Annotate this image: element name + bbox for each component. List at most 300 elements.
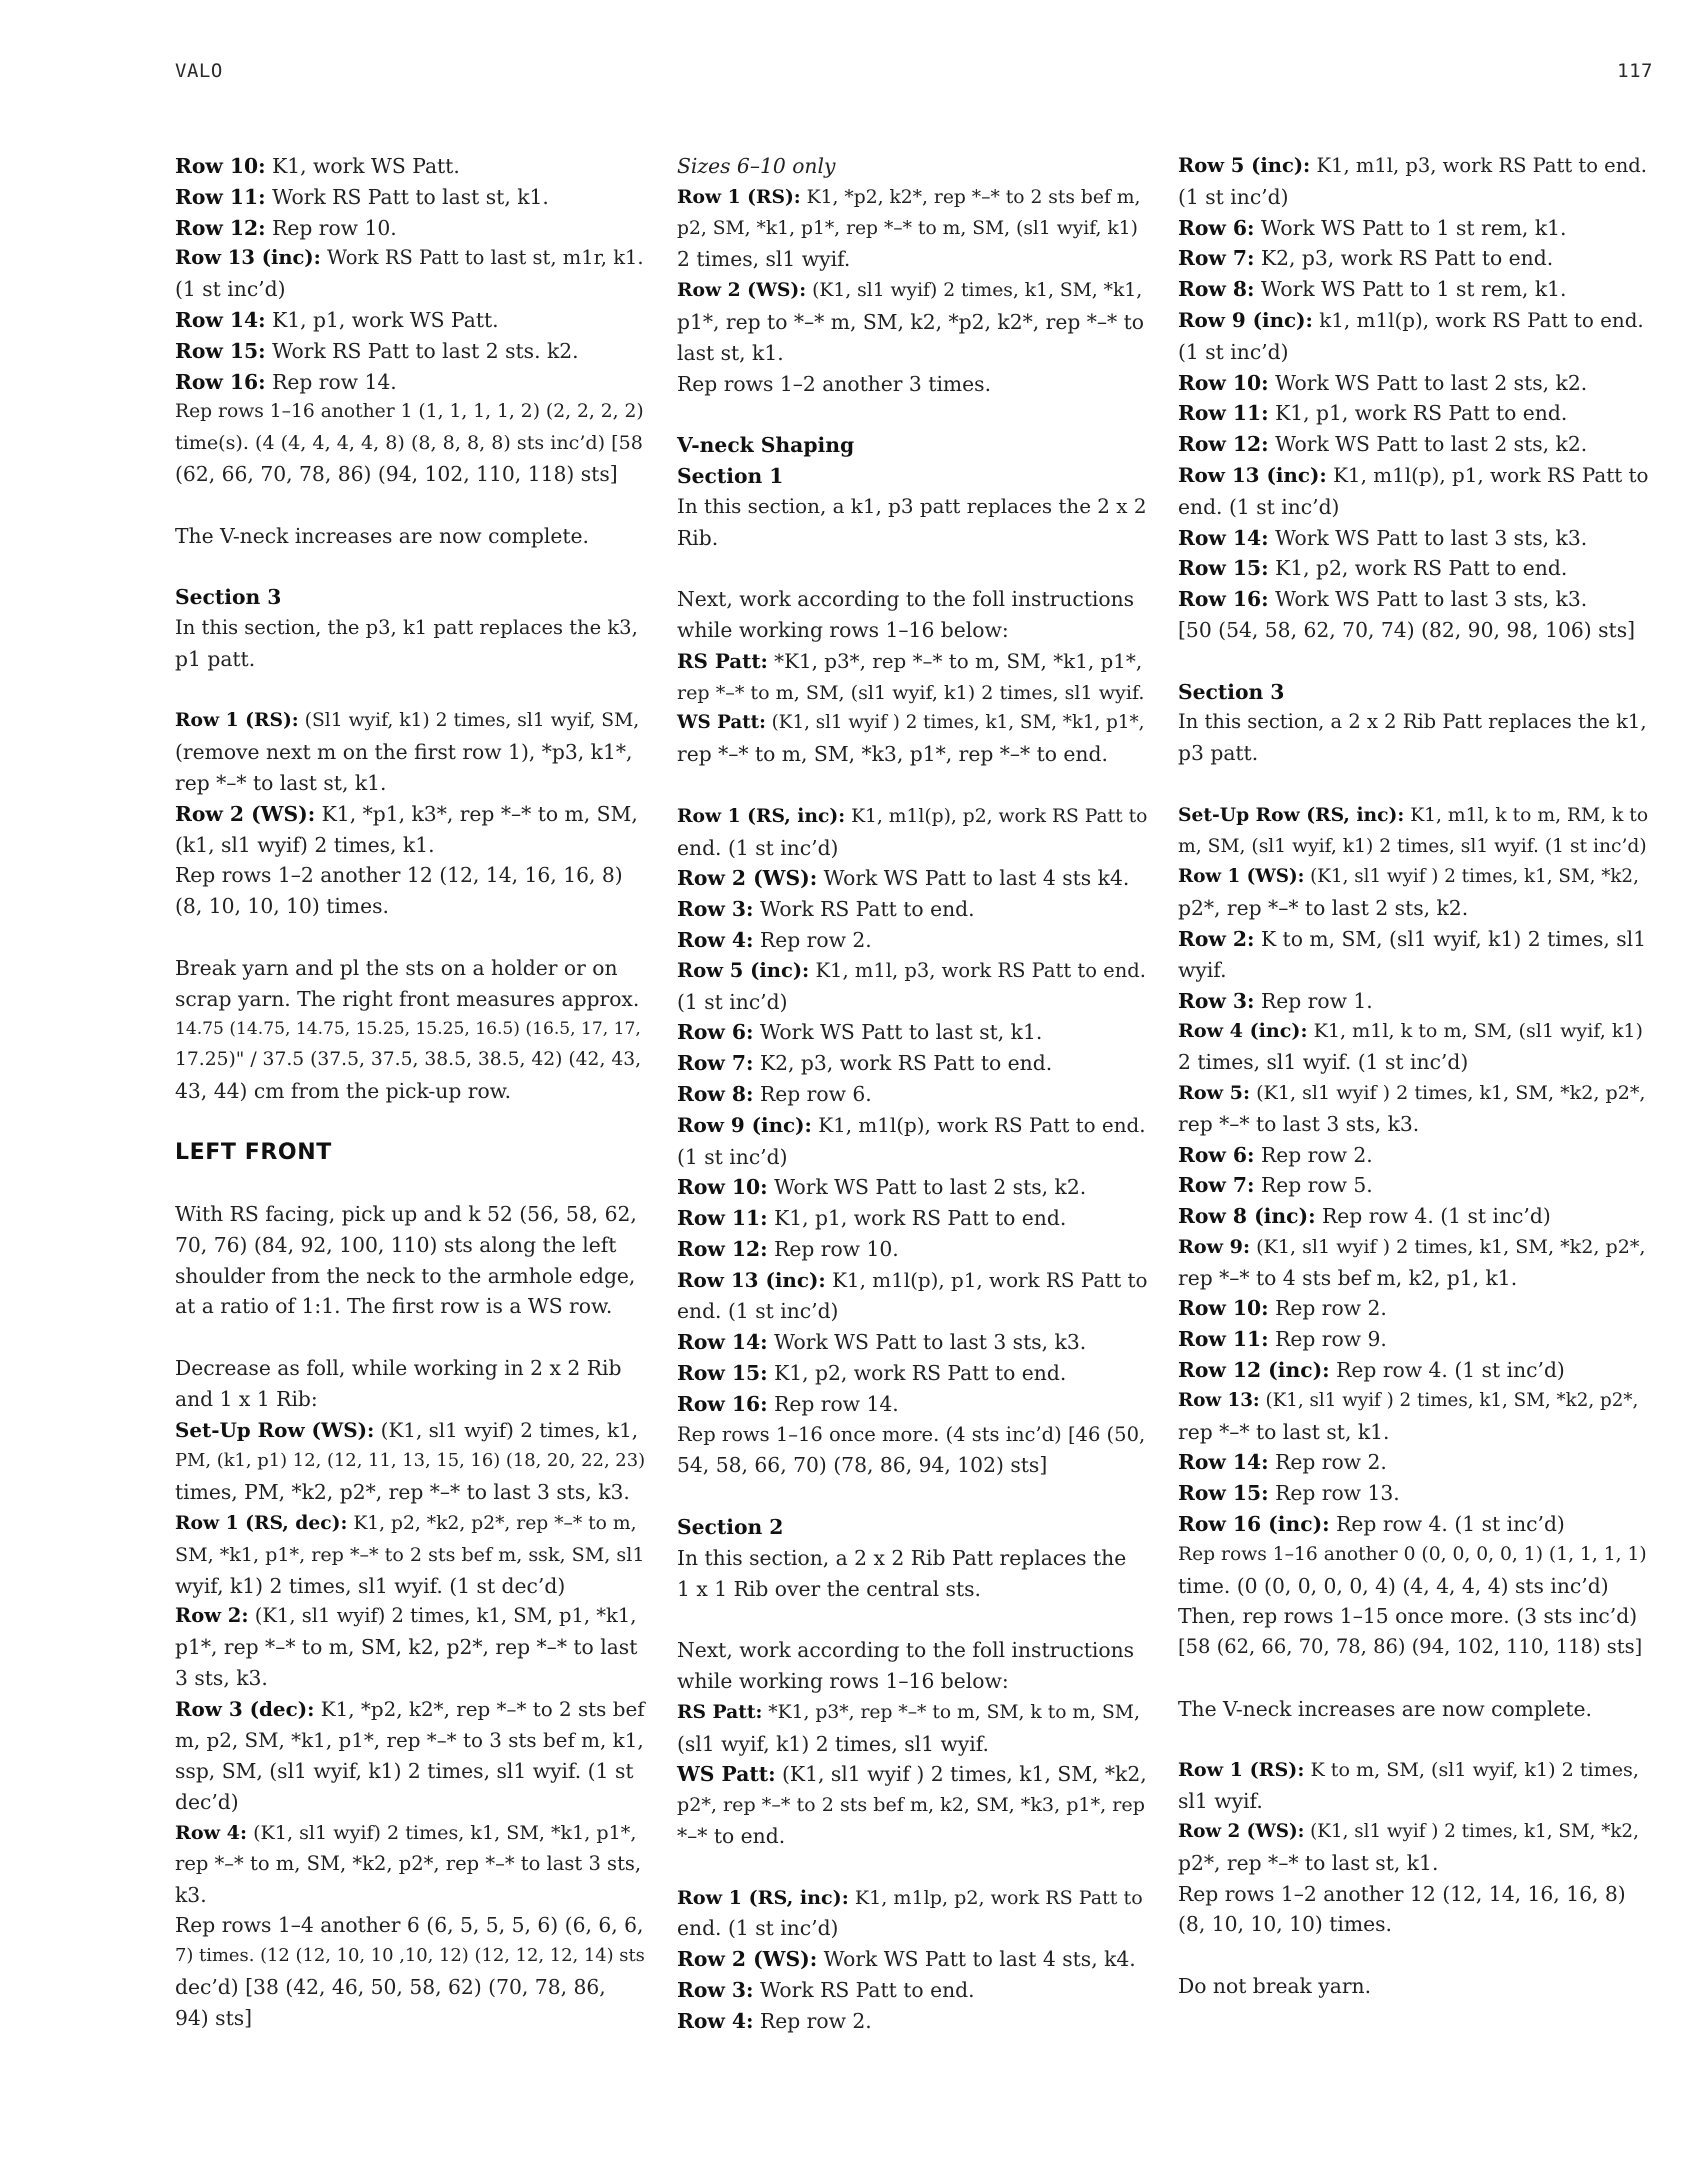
instruction-text: Work WS Patt to last 3 sts, k3. [1268,525,1588,550]
text-line [1178,1601,1648,1632]
instruction-text: Work WS Patt to 1 st rem, k1. [1254,277,1567,302]
instruction-text: Rep row 14. [767,1391,899,1416]
paragraph-spacer [175,1107,645,1138]
instruction-text: Rep row 2. [1254,1142,1373,1167]
text-line [175,1787,645,1818]
row-label: Row 13 (inc): [175,246,321,270]
text-line [1178,1355,1648,1386]
text-line [1178,1879,1648,1910]
instruction-text: scrap yarn. The right front measures approx. [175,986,640,1011]
instruction-text: rep *–* to m, SM, (sl1 wyif, k1) 2 times, sl1 wyif. [677,680,1145,704]
text-line [677,1172,1147,1203]
instruction-text: K1, m1l(p), p1, work RS Patt to [1326,463,1649,487]
row-label: Row 2 (WS): [677,866,818,891]
row-label: RS Patt: [677,648,768,673]
instruction-text: m, p2, SM, *k1, p1*, rep *–* to 3 sts bef m, k1, [175,1728,644,1752]
instruction-text: Rep row 13. [1268,1481,1400,1506]
text-line [175,336,645,367]
instruction-text: Rep row 2. [753,927,872,952]
row-label: Row 11: [1178,401,1269,426]
row-label: Row 15: [175,338,266,363]
paragraph-spacer [175,551,645,582]
text-line [677,1635,1147,1666]
row-label: Row 12: [175,215,266,240]
instruction-text: (8, 10, 10, 10) times. [1178,1912,1393,1937]
text-line [175,1415,645,1447]
text-line [1178,1293,1648,1324]
text-line [677,338,1147,369]
row-label: Row 11: [175,184,266,209]
instruction-text: (8, 10, 10, 10) times. [175,894,390,919]
instruction-text: K1, m1l, k to m, SM, (sl1 wyif, k1) [1307,1019,1644,1043]
row-label: Section 3 [1178,679,1285,704]
text-line [1178,1909,1648,1940]
instruction-text: K1, *p2, k2*, rep *–* to 2 sts bef [314,1697,645,1721]
row-label: Row 2 (WS): [1178,1821,1305,1843]
instruction-text: rep *–* to m, SM, *k3, p1*, rep *–* to end. [677,742,1108,767]
text-line [175,1446,645,1477]
text-line [175,891,645,922]
instruction-text: PM, (k1, p1) 12, (12, 11, 13, 15, 16) (18, 20, 22, 23) [175,1450,646,1472]
instruction-text: Decrease as foll, while working in 2 x 2 Rib [175,1356,622,1381]
text-line [1178,1786,1648,1817]
instruction-text: The V-neck increases are now complete. [1178,1696,1592,1721]
instruction-text: Rep rows 1–2 another 3 times. [677,371,992,396]
text-line [677,523,1147,554]
instruction-text: K1, m1l, p3, work RS Patt to end. [1310,154,1647,177]
text-line [175,1045,645,1076]
instruction-text: (remove next m on the first row 1), *p3, k1*, [175,740,633,765]
instruction-text: dec’d) [175,1790,239,1815]
row-label: Row 15: [677,1361,768,1386]
instruction-text: (K1, sl1 wyif) 2 times, k1, SM, p1, *k1, [248,1604,637,1628]
instruction-text: (1 st inc’d) [1178,184,1289,209]
text-line [677,1265,1147,1297]
instruction-text: K1, m1l(p), p2, work RS Patt to [845,805,1148,827]
paragraph-spacer [175,922,645,953]
instruction-text: while working rows 1–16 below: [677,617,1009,642]
instruction-text: rep *–* to m, SM, *k2, p2*, rep *–* to last 3 sts, [175,1851,642,1875]
instruction-text: Do not break yarn. [1178,1974,1372,1999]
row-label: Section 1 [677,463,784,488]
instruction-text: Rep row 2. [1268,1296,1387,1321]
instruction-text: K1, *p2, k2*, rep *–* to 2 sts bef m, [800,186,1141,208]
instruction-text: p1 patt. [175,646,256,671]
row-label: Row 11: [1178,1327,1269,1352]
instruction-text: Rep rows 1–2 another 12 (12, 14, 16, 16, 8) [1178,1881,1626,1906]
row-label: Row 10: [1178,370,1269,395]
text-line [175,984,645,1015]
text-line [677,1389,1147,1420]
text-line [677,1913,1147,1944]
instruction-text: Rep row 4. (1 st inc’d) [1329,1358,1565,1383]
row-label: Row 1 (WS): [1178,866,1305,888]
instruction-text: K1, work WS Patt. [265,154,460,178]
text-line [175,1663,645,1694]
row-label: Row 12: [677,1236,768,1261]
text-line [1178,1201,1648,1232]
instruction-text: K1, m1lp, p2, work RS Patt to [848,1885,1143,1909]
row-label: Row 4: [175,1821,248,1845]
row-label: Row 13: [1178,1389,1260,1411]
row-label: Row 9 (inc): [1178,307,1313,332]
instruction-text: (1 st inc’d) [677,989,788,1014]
row-label: Row 4: [677,2008,754,2033]
instruction-text: K1, m1l(p), p1, work RS Patt to [825,1268,1148,1292]
text-line [1178,1478,1648,1509]
text-line [677,646,1147,678]
instruction-text: Rep row 4. (1 st inc’d) [1315,1204,1551,1229]
instruction-text: p2*, rep *–* to last st, k1. [1178,1850,1439,1875]
row-label: Row 6: [1178,1142,1255,1167]
paragraph-spacer [677,770,1147,801]
instruction-text: Then, rep rows 1–15 once more. (3 sts inc’d) [1178,1604,1638,1629]
row-label: Row 1 (RS): [677,185,801,208]
instruction-text: (K1, sl1 wyif) 2 times, k1, SM, *k1, p1*, [247,1821,637,1845]
instruction-text: 2 times, sl1 wyif. [677,247,851,272]
instruction-text: Break yarn and pl the sts on a holder or on [175,955,618,980]
text-line [175,1601,645,1632]
instruction-text: K1, p2, work RS Patt to end. [1268,556,1568,581]
row-label: Row 16: [1178,587,1269,612]
instruction-text: SM, *k1, p1*, rep *–* to 2 sts bef m, ssk, SM, sl1 [175,1542,645,1566]
instruction-text: rep *–* to last st, k1. [175,770,387,795]
row-label: Row 16: [175,369,266,394]
text-line [677,894,1147,925]
text-line [175,274,645,305]
row-label: Row 2 (WS): [677,1947,818,1972]
paragraph-spacer [1178,1725,1648,1756]
instruction-text: Next, work according to the foll instructions [677,1638,1135,1663]
row-label: Row 3: [677,897,754,922]
text-line [1178,243,1648,274]
instruction-text: Work WS Patt to last 2 sts, k2. [1268,432,1588,457]
instruction-text: (sl1 wyif, k1) 2 times, sl1 wyif. [677,1731,989,1756]
instruction-text: (1 st inc’d) [175,277,286,302]
text-column-left [175,151,645,2034]
instruction-text: Work WS Patt to last st, k1. [753,1020,1043,1045]
text-line [1178,955,1648,986]
text-line [677,1450,1147,1481]
instruction-text: at a ratio of 1:1. The first row is a WS row. [175,1294,613,1319]
row-label: Row 6: [677,1020,754,1045]
row-label: Row 8 (inc): [1178,1204,1316,1229]
row-label: Row 3: [677,1978,754,2003]
text-line [677,833,1147,864]
text-line [175,2003,645,2034]
text-line [677,925,1147,956]
text-line [175,705,645,737]
text-line [677,1079,1147,1110]
instruction-text: K to m, SM, (sl1 wyif, k1) 2 times, [1304,1758,1639,1782]
text-line [677,863,1147,894]
row-label: Row 16: [677,1391,768,1416]
paragraph-spacer [677,553,1147,584]
instruction-text: end. (1 st inc’d) [1178,494,1340,519]
row-label: Row 10: [677,1175,768,1200]
text-line [677,151,1147,182]
instruction-text: Rep rows 1–16 another 0 (0, 0, 0, 0, 1) (1, 1, 1, 1) [1178,1543,1647,1565]
instruction-text: (1 st inc’d) [1178,339,1289,364]
paragraph-spacer [1178,1940,1648,1971]
text-line [175,768,645,799]
instruction-text: Work WS Patt to last 4 sts k4. [817,866,1130,891]
instruction-text: Work WS Patt to last 4 sts, k4. [817,1947,1136,1972]
instruction-text: In this section, a 2 x 2 Rib Patt replaces the [677,1545,1127,1570]
row-label: Row 10: [175,154,266,178]
instruction-text: sl1 wyif. [1178,1789,1263,1814]
instruction-text: ssp, SM, (sl1 wyif, k1) 2 times, sl1 wyif. (1 st [175,1759,634,1784]
paragraph-spacer [677,1481,1147,1512]
instruction-text: (K1, sl1 wyif ) 2 times, k1, SM, *k2, p2*, [1250,1080,1646,1104]
instruction-text: K to m, SM, (sl1 wyif, k1) 2 times, sl1 [1254,926,1647,951]
text-line [677,430,1147,461]
instruction-text: Work WS Patt to last 2 sts, k2. [767,1175,1087,1200]
text-line [1178,832,1648,863]
instruction-text: wyif, k1) 2 times, sl1 wyif. (1 st dec’d) [175,1573,566,1598]
paragraph-spacer [677,399,1147,430]
text-line [175,397,645,428]
text-line [175,1941,645,1972]
text-line [677,1512,1147,1543]
row-label: Row 1 (RS, inc): [677,1885,849,1909]
instruction-text: 2 times, sl1 wyif. (1 st inc’d) [1178,1050,1469,1075]
text-line [175,1880,645,1911]
text-line [1178,274,1648,305]
italic-note: Sizes 6–10 only [677,154,836,178]
instruction-text: Work RS Patt to end. [753,897,975,922]
text-line [175,1910,645,1941]
instruction-text: (K1, sl1 wyif ) 2 times, k1, SM, *k2, [1304,1821,1639,1843]
instruction-text: rep *–* to 4 sts bef m, k2, p1, k1. [1178,1265,1518,1290]
text-line [677,307,1147,338]
row-label: Row 8: [1178,277,1255,302]
text-line [677,956,1147,987]
instruction-text: In this section, a k1, p3 patt replaces the 2 x 2 [677,494,1147,518]
text-line [677,1110,1147,1142]
row-label: Row 6: [1178,215,1255,240]
text-line [677,615,1147,646]
row-label: Row 7: [677,1051,754,1076]
row-label: Row 7: [1178,1173,1255,1198]
text-line [1178,615,1648,646]
text-line [175,1076,645,1107]
text-column-middle [677,151,1147,2037]
row-label: Row 13 (inc): [677,1267,826,1292]
text-line [175,1756,645,1787]
instruction-text: Work WS Patt to last 2 sts, k2. [1268,370,1588,395]
instruction-text: 70, 76) (84, 92, 100, 110) sts along the left [175,1232,617,1257]
row-label: Row 2 (WS): [175,801,316,826]
instruction-text: K1, p1, work RS Patt to end. [1268,401,1568,426]
text-line [175,1540,645,1571]
text-line [677,182,1147,214]
text-line [1178,213,1648,244]
row-label: Row 14: [1178,525,1269,550]
text-line [677,1017,1147,1048]
text-line [677,214,1147,245]
instruction-text: *K1, p3*, rep *–* to m, SM, *k1, p1*, [767,649,1143,673]
text-line [1178,1170,1648,1201]
text-line [677,1944,1147,1975]
text-line [1178,1817,1648,1848]
text-line [677,1543,1147,1574]
text-line [1178,460,1648,492]
text-line [1178,800,1648,832]
text-line [175,1353,645,1384]
text-line [175,1261,645,1292]
row-label: Row 3 (dec): [175,1696,315,1721]
paragraph-spacer [1178,769,1648,800]
row-label: Row 12: [1178,432,1269,457]
text-line [1178,553,1648,584]
text-line [175,613,645,644]
text-line [1178,1755,1648,1786]
text-line [1178,1324,1648,1355]
text-line [1178,862,1648,893]
text-line [175,1014,645,1045]
instruction-text: *K1, p3*, rep *–* to m, SM, k to m, SM, [762,1701,1140,1723]
instruction-text: Work RS Patt to last 2 sts. k2. [265,338,579,363]
text-line [175,182,645,213]
instruction-text: k1, m1l(p), work RS Patt to end. [1312,308,1644,332]
instruction-text: Rep row 2. [753,2008,872,2033]
instruction-text: (1 st inc’d) [677,1144,788,1169]
text-line [677,708,1147,739]
row-label: Row 10: [1178,1296,1269,1321]
instruction-text: *–* to end. [677,1824,786,1849]
instruction-text: Rep row 6. [753,1081,872,1106]
row-label: WS Patt: [677,712,766,734]
paragraph-spacer [175,1322,645,1353]
text-line [175,1726,645,1757]
text-line [1178,1509,1648,1540]
row-label: Row 11: [677,1206,768,1231]
instruction-text: Rep rows 1–16 another 1 (1, 1, 1, 1, 2) (2, 2, 2, 2) [175,401,644,423]
text-line [1178,151,1648,182]
row-label: V-neck Shaping [677,433,855,458]
instruction-text: (K1, sl1 wyif ) 2 times, k1, SM, *k2, [775,1762,1147,1787]
instruction-text: 54, 58, 66, 70) (78, 86, 94, 102) sts] [677,1453,1048,1478]
instruction-text: 17.25)" / 37.5 (37.5, 37.5, 38.5, 38.5, 42) (42, 43, [175,1049,642,1071]
instruction-text: Rep row 1. [1254,988,1373,1013]
page-number: 117 [1617,60,1653,82]
instruction-text: Rep row 10. [767,1236,899,1261]
instruction-text: shoulder from the neck to the armhole edge, [175,1263,636,1288]
text-line [677,275,1147,307]
row-label: Row 16 (inc): [1178,1512,1330,1537]
text-line [677,492,1147,523]
text-line [1178,1140,1648,1171]
row-label: Row 14: [1178,1450,1269,1475]
text-line [175,830,645,861]
instruction-text: Rep row 10. [265,215,397,240]
text-line [677,1697,1147,1729]
text-line [1178,986,1648,1017]
paragraph-spacer [1178,1663,1648,1694]
running-head-title: VALO [175,60,223,82]
text-line [175,799,645,830]
row-label: Row 1 (RS, inc): [677,804,846,827]
instruction-text: 7) times. (12 (12, 10, 10 ,10, 12) (12, 12, 12, 14) sts [175,1945,645,1967]
instruction-text: K1, p2, *k2, p2*, rep *–* to m, [347,1513,637,1535]
text-line [175,1972,645,2003]
paragraph-spacer [175,490,645,521]
instruction-text: The V-neck increases are now complete. [175,523,589,548]
text-line [1178,1386,1648,1417]
text-line [1178,492,1648,523]
text-line [677,461,1147,492]
instruction-text: Rep row 9. [1268,1327,1387,1352]
text-line [1178,398,1648,429]
row-label: Section 2 [677,1515,784,1540]
text-line [677,244,1147,275]
text-line [677,1234,1147,1265]
text-line [1178,1263,1648,1294]
instruction-text: In this section, the p3, k1 patt replaces the k3, [175,615,638,639]
text-line [175,1849,645,1880]
row-label: Row 12 (inc): [1178,1358,1330,1383]
instruction-text: end. (1 st inc’d) [677,1299,839,1324]
row-label: Row 14: [677,1330,768,1355]
paragraph-spacer [175,1168,645,1199]
text-line [1178,707,1648,738]
text-line [677,1048,1147,1079]
instruction-text: Rep rows 1–2 another 12 (12, 14, 16, 16, 8) [175,863,623,888]
instruction-text: Work RS Patt to end. [753,1978,975,2003]
instruction-text: With RS facing, pick up and k 52 (56, 58, 62, [175,1202,637,1227]
text-line [175,860,645,891]
text-line [1178,523,1648,554]
instruction-text: last st, k1. [677,340,784,365]
text-line [175,1199,645,1230]
row-label: Set-Up Row (RS, inc): [1178,803,1405,826]
text-line [1178,1971,1648,2002]
instruction-text: (62, 66, 70, 78, 86) (94, 102, 110, 118) sts] [175,461,618,486]
row-label: Row 4: [677,927,754,952]
instruction-text: (K1, sl1 wyif ) 2 times, k1, SM, *k2, p2*, [1250,1234,1646,1258]
text-line [175,1632,645,1663]
text-line [677,1296,1147,1327]
text-line [677,678,1147,709]
text-line [1178,1109,1648,1140]
instruction-text: (K1, sl1 wyif ) 2 times, k1, SM, *k1, p1*, [765,712,1145,734]
row-label: Row 2: [1178,926,1255,951]
text-line [1178,368,1648,399]
text-line [175,1384,645,1415]
text-line [175,459,645,490]
instruction-text: [50 (54, 58, 62, 70, 74) (82, 90, 98, 106) sts] [1178,617,1636,642]
text-line [1178,1540,1648,1571]
instruction-text: while working rows 1–16 below: [677,1669,1009,1694]
instruction-text: and 1 x 1 Rib: [175,1386,318,1411]
row-label: Row 4 (inc): [1178,1019,1308,1043]
text-line [1178,1417,1648,1448]
text-line [1178,1232,1648,1263]
instruction-text: 94) sts] [175,2005,253,2030]
text-line [175,367,645,398]
instruction-text: Work RS Patt to last st, m1r, k1. [320,246,644,270]
row-label: Row 5 (inc): [677,958,810,982]
instruction-text: Rep rows 1–16 once more. (4 sts inc’d) [46 (50, [677,1422,1146,1446]
row-label: WS Patt: [677,1762,776,1787]
instruction-text: (K1, sl1 wyif) 2 times, k1, SM, *k1, [806,280,1143,302]
instruction-text: Work WS Patt to last 3 sts, k3. [767,1330,1087,1355]
instruction-text: In this section, a 2 x 2 Rib Patt replaces the k1, [1178,710,1647,734]
text-line [175,213,645,244]
row-label: Set-Up Row (WS): [175,1417,375,1442]
instruction-text: rep *–* to last 3 sts, k3. [1178,1111,1420,1136]
